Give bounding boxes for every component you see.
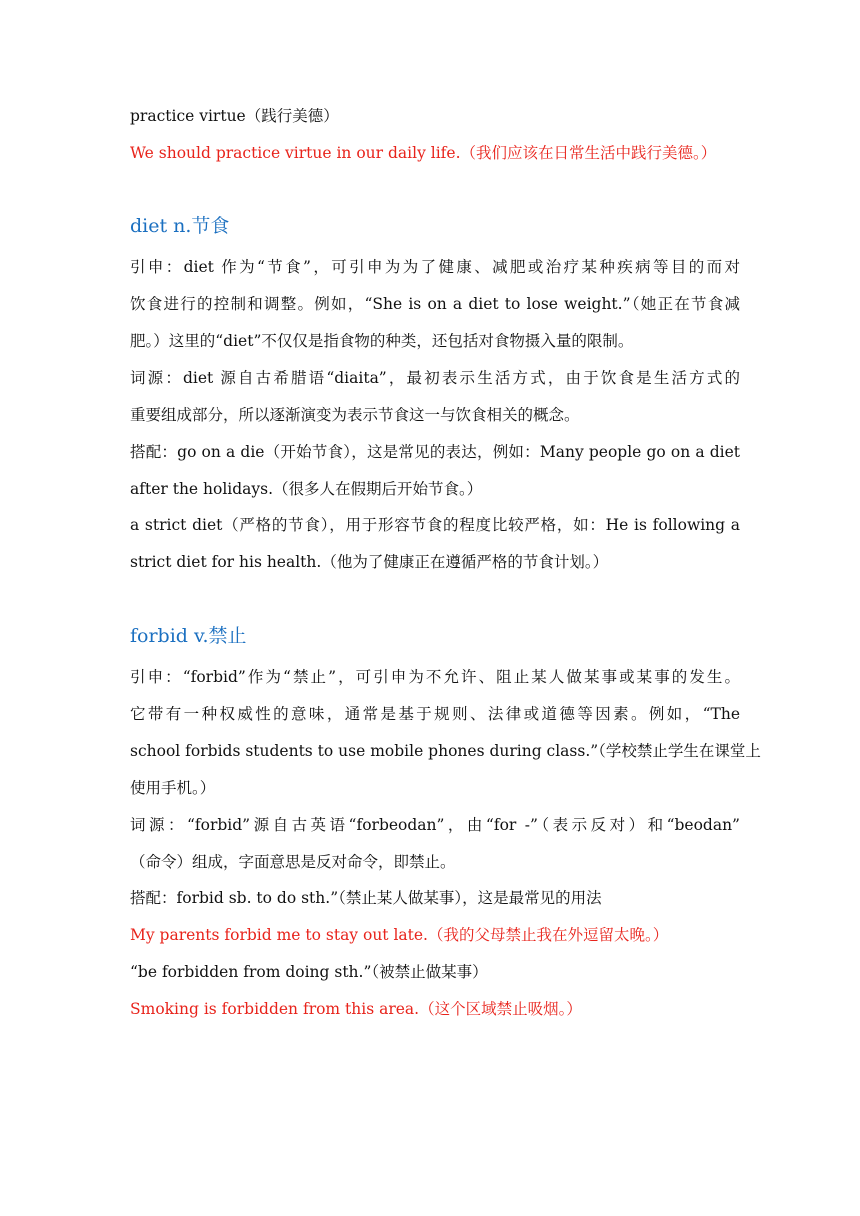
example-sentence: We should practice virtue in our daily life.（我们应该在日常生活中践行美德。） [130,144,717,162]
paragraph-line: 引申：diet 作为“节食”，可引申为为了健康、减肥或治疗某种疾病等目的而对 [130,258,740,276]
example-sentence: Smoking is forbidden from this area.（这个区域禁止吸烟。） [130,1000,582,1018]
paragraph-line: 重要组成部分，所以逐渐演变为表示节食这一与饮食相关的概念。 [130,406,580,424]
paragraph-line: 搭配：forbid sb. to do sth.”（禁止某人做某事），这是最常见的用法 [130,889,602,907]
example-sentence: My parents forbid me to stay out late.（我的父母禁止我在外逗留太晚。） [130,926,669,944]
paragraph-line: 使用手机。） [130,779,216,797]
paragraph-line: 词源：“forbid”源自古英语“forbeodan”，由“for -”（表示反对）和“beodan” [130,816,740,834]
heading-forbid: forbid v.禁止 [130,625,247,647]
paragraph-line: “be forbidden from doing sth.”（被禁止做某事） [130,963,488,981]
paragraph-line: 搭配：go on a die（开始节食），这是常见的表达，例如：Many people go on a diet [130,443,740,461]
paragraph-line: 引申：“forbid”作为“禁止”，可引申为不允许、阻止某人做某事或某事的发生。 [130,668,740,686]
heading-diet: diet n.节食 [130,215,230,237]
paragraph-line: 它带有一种权威性的意味，通常是基于规则、法律或道德等因素。例如，“The [130,705,740,723]
paragraph-line: （命令）组成，字面意思是反对命令，即禁止。 [130,853,456,871]
paragraph-line: a strict diet（严格的节食），用于形容节食的程度比较严格，如：He is following a [130,516,740,534]
paragraph-line: strict diet for his health.（他为了健康正在遵循严格的节食计划。） [130,553,609,571]
paragraph-line: 饮食进行的控制和调整。例如，“She is on a diet to lose weight.”（她正在节食减 [130,295,740,313]
paragraph-line: 词源：diet 源自古希腊语“diaita”，最初表示生活方式，由于饮食是生活方式的 [130,369,740,387]
phrase-practice-virtue: practice virtue（践行美德） [130,107,339,125]
paragraph-line: after the holidays.（很多人在假期后开始节食。） [130,480,483,498]
paragraph-line: 肥。）这里的“diet”不仅仅是指食物的种类，还包括对食物摄入量的限制。 [130,332,634,350]
paragraph-line: school forbids students to use mobile phones during class.”（学校禁止学生在课堂上 [130,742,761,760]
